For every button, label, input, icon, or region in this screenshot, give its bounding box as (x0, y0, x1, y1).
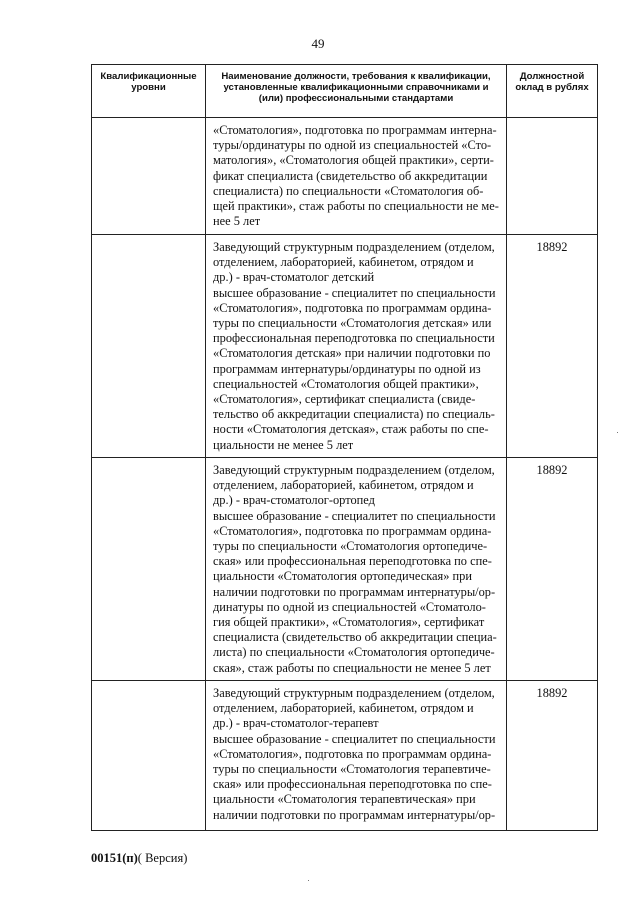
position-cell (206, 458, 507, 681)
table-header-row (92, 65, 598, 118)
page-number: 49 (311, 36, 325, 51)
level-cell (92, 458, 206, 681)
position-cell (206, 235, 507, 458)
position-text: «Стоматология», подготовка по программам интерна- туры/ординатуры по одной из специальностей «Сто- матология», «Стоматология общей практики», серти- фикат специалиста (свидетельство об аккредитации специалиста) по специальности «Стоматология об- щей практики», стаж работы по специальности не ме- нее 5 лет (213, 123, 499, 229)
header-position-requirements: Наименование должности, требования к квалификации, установленные квалификационными справочниками и (или) профессиональными стандартами (206, 65, 507, 118)
header-salary: Должностной оклад в рублях (507, 65, 598, 118)
salary-cell: 18892 (507, 458, 598, 681)
position-cell (206, 118, 507, 235)
document-version: ( Версия) (137, 851, 188, 865)
table-row (92, 681, 598, 831)
position-text: Заведующий структурным подразделением (отделом, отделением, лабораторией, кабинетом, отрядом и др.) - врач-стоматолог детский высшее образование - специалитет по специальности «Стоматология», подготовка по программам ордина- туры по специальности «Стоматология детская» или профессиональная переподготовка по специальности «Стоматология детская» при наличии подготовки по программам интернатуры/ординатуры по одной из специальностей «Стоматология общей практики», «Стоматология», сертификат специалиста (свиде- тельство об аккредитации специалиста) по специаль- ности «Стоматология детская», стаж работы по спе- циальности не менее 5 лет (213, 240, 496, 452)
level-cell (92, 681, 206, 831)
scan-speck (308, 880, 309, 881)
position-text: Заведующий структурным подразделением (отделом, отделением, лабораторией, кабинетом, отрядом и др.) - врач-стоматолог-ортопед высшее образование - специалитет по специальности «Стоматология», подготовка по программам ордина- туры по специальности «Стоматология ортопедиче- ская» или профессиональная переподготовка по спе- циальности «Стоматология ортопедическая» при наличии подготовки по программам интернатуры/ор- динатуры по одной из специальностей «Стоматоло- гия общей практики», «Стоматология», сертификат специалиста (свидетельство об аккредитации специа- листа) по специальности «Стоматология ортопедиче- ская», стаж работы по специальности не менее 5 лет (213, 463, 497, 675)
position-cell (206, 681, 507, 831)
table-row (92, 118, 598, 235)
header-qualification-levels: Квалификационные уровни (92, 65, 206, 118)
table-row (92, 235, 598, 458)
table-row (92, 458, 598, 681)
salary-cell: 18892 (507, 235, 598, 458)
salary-cell: 18892 (507, 681, 598, 831)
scan-speck (617, 432, 618, 433)
level-cell (92, 235, 206, 458)
position-text: Заведующий структурным подразделением (отделом, отделением, лабораторией, кабинетом, отрядом и др.) - врач-стоматолог-терапевт высшее образование - специалитет по специальности «Стоматология», подготовка по программам ордина- туры по специальности «Стоматология терапевтиче- ская» или профессиональная переподготовка по спе- циальности «Стоматология терапевтическая» при наличии подготовки по программам интернатуры/ор- (213, 686, 496, 822)
document-code: 00151(п) (91, 851, 138, 865)
level-cell (92, 118, 206, 235)
salary-cell (507, 118, 598, 235)
qualification-table (91, 64, 598, 831)
document-footer (91, 851, 187, 866)
